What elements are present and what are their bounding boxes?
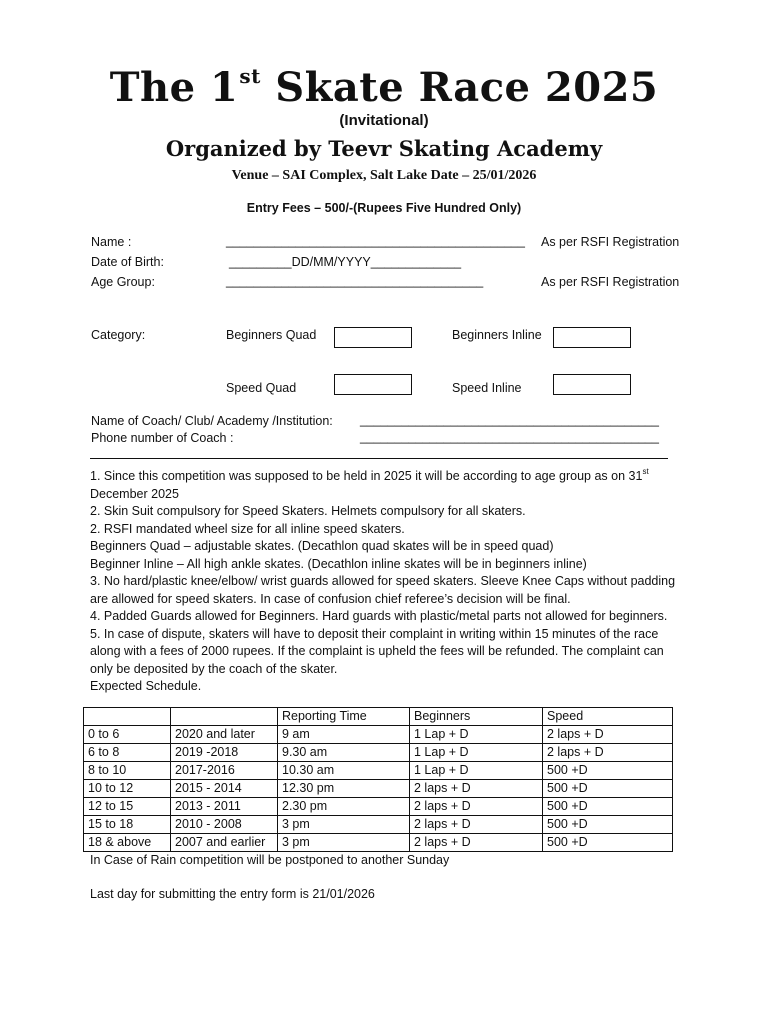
- rule-item: 5. In case of dispute, skaters will have to deposit their complaint in writing within 15 minutes of the race along with a fees of 2000 rupees. If the complaint is upheld the fees will be refunded. The complaint can only be deposited by the coach of the skater.: [90, 626, 664, 676]
- table-cell: 2019 -2018: [171, 744, 278, 762]
- table-cell: 6 to 8: [84, 744, 171, 762]
- table-cell: 2013 - 2011: [171, 798, 278, 816]
- table-cell: 500 +D: [543, 816, 673, 834]
- table-cell: 2 laps + D: [410, 816, 543, 834]
- table-cell: 2.30 pm: [278, 798, 410, 816]
- table-header-row: [84, 708, 673, 726]
- last-day-note: Last day for submitting the entry form is 21/01/2026: [90, 887, 375, 901]
- table-cell: 2017-2016: [171, 762, 278, 780]
- rule-item: December 2025: [90, 486, 179, 501]
- table-cell: 500 +D: [543, 834, 673, 852]
- dob-field[interactable]: _________DD/MM/YYYY_____________: [229, 255, 462, 269]
- table-header-cell: Reporting Time: [278, 708, 410, 726]
- rule-item: 1. Since this competition was supposed to be held in 2025 it will be according to age group as on 31st: [90, 467, 649, 483]
- table-row: [84, 834, 673, 852]
- table-header-cell: Speed: [543, 708, 673, 726]
- table-row: [84, 726, 673, 744]
- coach-label: Name of Coach/ Club/ Academy /Institution:: [91, 414, 333, 428]
- table-cell: 1 Lap + D: [410, 762, 543, 780]
- table-cell: 2007 and earlier: [171, 834, 278, 852]
- table-cell: 3 pm: [278, 834, 410, 852]
- rules-section: [90, 463, 682, 696]
- category-beginners-inline-label: Beginners Inline: [452, 328, 542, 342]
- table-cell: 2010 - 2008: [171, 816, 278, 834]
- category-label: Category:: [91, 328, 146, 342]
- table-cell: 1 Lap + D: [410, 726, 543, 744]
- organizer-line: Organized by Teevr Skating Academy: [165, 136, 603, 161]
- rule-item: Beginners Quad – adjustable skates. (Decathlon quad skates will be in speed quad): [90, 539, 554, 553]
- category-speed-quad-checkbox[interactable]: [334, 374, 412, 395]
- table-cell: 2 laps + D: [410, 780, 543, 798]
- table-row: [84, 798, 673, 816]
- rule-item: 2. Skin Suit compulsory for Speed Skaters. Helmets compulsory for all skaters.: [90, 504, 526, 518]
- table-cell: 12.30 pm: [278, 780, 410, 798]
- table-cell: 500 +D: [543, 762, 673, 780]
- page-title: The 1st Skate Race 2025: [109, 64, 659, 111]
- table-cell: 9.30 am: [278, 744, 410, 762]
- coach-field[interactable]: ___________________________________________: [360, 413, 659, 427]
- category-speed-inline-checkbox[interactable]: [553, 374, 631, 395]
- table-row: [84, 762, 673, 780]
- schedule-heading: Expected Schedule.: [90, 679, 202, 693]
- coach-phone-label: Phone number of Coach :: [91, 431, 234, 445]
- name-note: As per RSFI Registration: [541, 235, 680, 249]
- category-beginners-quad-checkbox[interactable]: [334, 327, 412, 348]
- age-group-note: As per RSFI Registration: [541, 275, 680, 289]
- table-cell: 9 am: [278, 726, 410, 744]
- rule-item: Beginner Inline – All high ankle skates. (Decathlon inline skates will be in beginners inline): [90, 556, 587, 571]
- table-cell: 2 laps + D: [410, 834, 543, 852]
- coach-phone-field[interactable]: ___________________________________________: [360, 430, 659, 444]
- table-row: [84, 816, 673, 834]
- table-cell: 10 to 12: [84, 780, 171, 798]
- table-cell: 2 laps + D: [543, 744, 673, 762]
- entry-fees-line: Entry Fees – 500/-(Rupees Five Hundred Only): [246, 201, 522, 215]
- category-beginners-inline-checkbox[interactable]: [553, 327, 631, 348]
- table-row: [84, 780, 673, 798]
- schedule-table: [83, 707, 673, 852]
- table-cell: 15 to 18: [84, 816, 171, 834]
- venue-date-line: Venue – SAI Complex, Salt Lake Date – 25/01/2026: [231, 168, 537, 183]
- table-cell: 0 to 6: [84, 726, 171, 744]
- category-speed-inline-label: Speed Inline: [452, 381, 522, 395]
- table-cell: 3 pm: [278, 816, 410, 834]
- table-header-cell: [84, 708, 171, 726]
- table-cell: 8 to 10: [84, 762, 171, 780]
- category-speed-quad-label: Speed Quad: [226, 381, 297, 395]
- table-cell: 18 & above: [84, 834, 171, 852]
- rain-note: In Case of Rain competition will be postponed to another Sunday: [90, 853, 450, 867]
- table-cell: 1 Lap + D: [410, 744, 543, 762]
- rule-item: 4. Padded Guards allowed for Beginners. Hard guards with plastic/metal parts not allowed for beginners.: [90, 609, 668, 623]
- rule-item: 2. RSFI mandated wheel size for all inline speed skaters.: [90, 521, 405, 536]
- section-divider: [90, 458, 668, 459]
- rule-item: 3. No hard/plastic knee/elbow/ wrist guards allowed for speed skaters. Sleeve Knee Caps without padding are allowed for speed skaters. In case of confusion chief referee’s decision will be final.: [90, 574, 676, 606]
- table-cell: 500 +D: [543, 780, 673, 798]
- dob-label: Date of Birth:: [91, 255, 164, 269]
- table-header-cell: Beginners: [410, 708, 543, 726]
- age-group-field[interactable]: _____________________________________: [226, 274, 484, 288]
- age-group-label: Age Group:: [91, 275, 155, 289]
- table-cell: 2 laps + D: [543, 726, 673, 744]
- name-field[interactable]: ___________________________________________: [226, 234, 525, 248]
- subtitle: (Invitational): [339, 112, 429, 129]
- table-cell: 2 laps + D: [410, 798, 543, 816]
- table-cell: 2015 - 2014: [171, 780, 278, 798]
- table-header-cell: [171, 708, 278, 726]
- name-label: Name :: [91, 235, 132, 249]
- category-beginners-quad-label: Beginners Quad: [226, 328, 317, 342]
- table-cell: 10.30 am: [278, 762, 410, 780]
- table-cell: 500 +D: [543, 798, 673, 816]
- table-row: [84, 744, 673, 762]
- table-cell: 2020 and later: [171, 726, 278, 744]
- table-cell: 12 to 15: [84, 798, 171, 816]
